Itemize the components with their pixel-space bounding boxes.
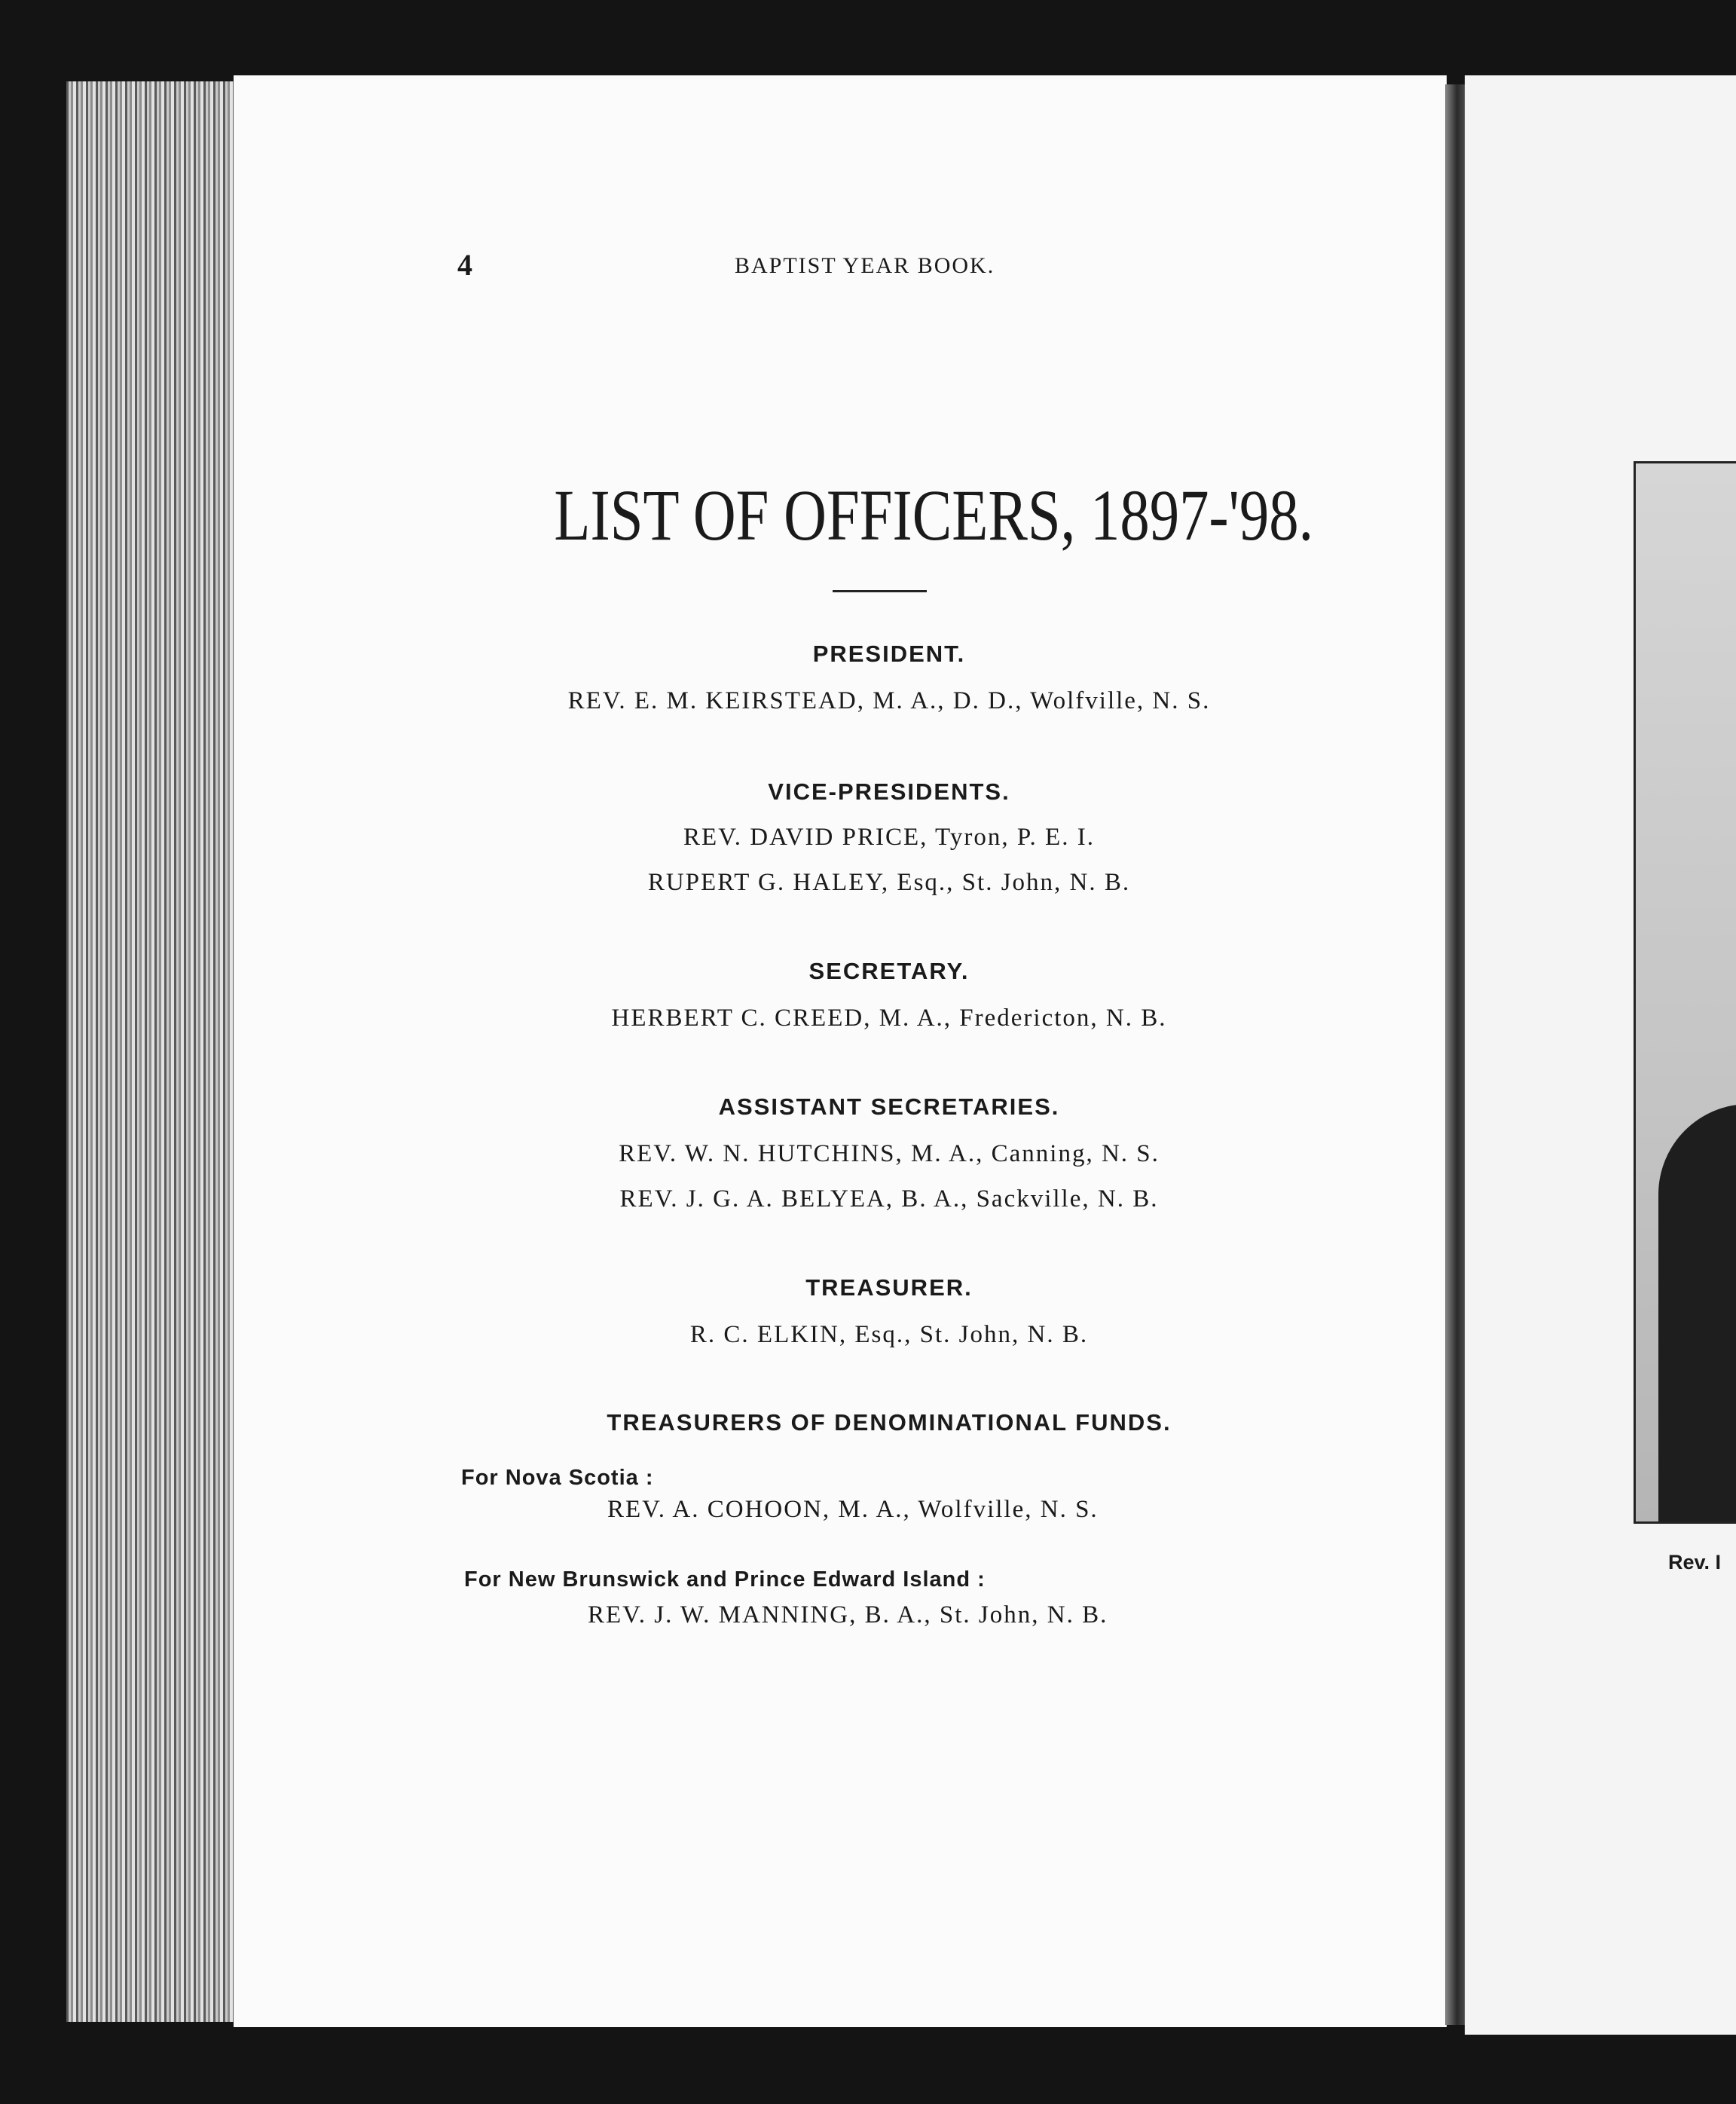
nova-scotia-label: For Nova Scotia : <box>461 1466 654 1490</box>
portrait-photo <box>1634 461 1736 1524</box>
book-page-edges <box>66 81 238 2022</box>
vice-president-entry: REV. DAVID PRICE, Tyron, P. E. I. <box>683 824 1095 851</box>
vice-presidents-heading: VICE-PRESIDENTS. <box>768 778 1010 805</box>
fund-treasurers-heading: TREASURERS OF DENOMINATIONAL FUNDS. <box>607 1409 1172 1436</box>
president-entry: REV. E. M. KEIRSTEAD, M. A., D. D., Wolfville, N. S. <box>567 687 1211 714</box>
nova-scotia-treasurer-entry: REV. A. COHOON, M. A., Wolfville, N. S. <box>607 1496 1099 1523</box>
book-gutter <box>1445 84 1465 2025</box>
portrait-figure <box>1658 1104 1736 1524</box>
running-title: BAPTIST YEAR BOOK. <box>735 253 995 278</box>
assistant-secretary-entry: REV. W. N. HUTCHINS, M. A., Canning, N. S. <box>619 1140 1160 1167</box>
portrait-caption: Rev. I <box>1668 1551 1722 1573</box>
assistant-secretaries-heading: ASSISTANT SECRETARIES. <box>718 1093 1060 1120</box>
treasurer-heading: TREASURER. <box>805 1274 973 1301</box>
title-rule <box>833 590 927 592</box>
assistant-secretary-entry: REV. J. G. A. BELYEA, B. A., Sackville, N. B. <box>619 1185 1159 1213</box>
treasurer-entry: R. C. ELKIN, Esq., St. John, N. B. <box>689 1321 1089 1348</box>
president-heading: PRESIDENT. <box>812 641 966 667</box>
page-title: LIST OF OFFICERS, 1897-'98. <box>554 475 1314 555</box>
vice-president-entry: RUPERT G. HALEY, Esq., St. John, N. B. <box>647 869 1131 896</box>
page-number: 4 <box>457 248 472 282</box>
nb-pei-label: For New Brunswick and Prince Edward Island : <box>464 1567 986 1592</box>
running-head <box>0 247 1736 285</box>
left-page <box>234 75 1447 2027</box>
secretary-entry: HERBERT C. CREED, M. A., Fredericton, N. B. <box>611 1005 1167 1032</box>
secretary-heading: SECRETARY. <box>808 958 970 984</box>
nb-pei-treasurer-entry: REV. J. W. MANNING, B. A., St. John, N. B. <box>588 1601 1108 1628</box>
